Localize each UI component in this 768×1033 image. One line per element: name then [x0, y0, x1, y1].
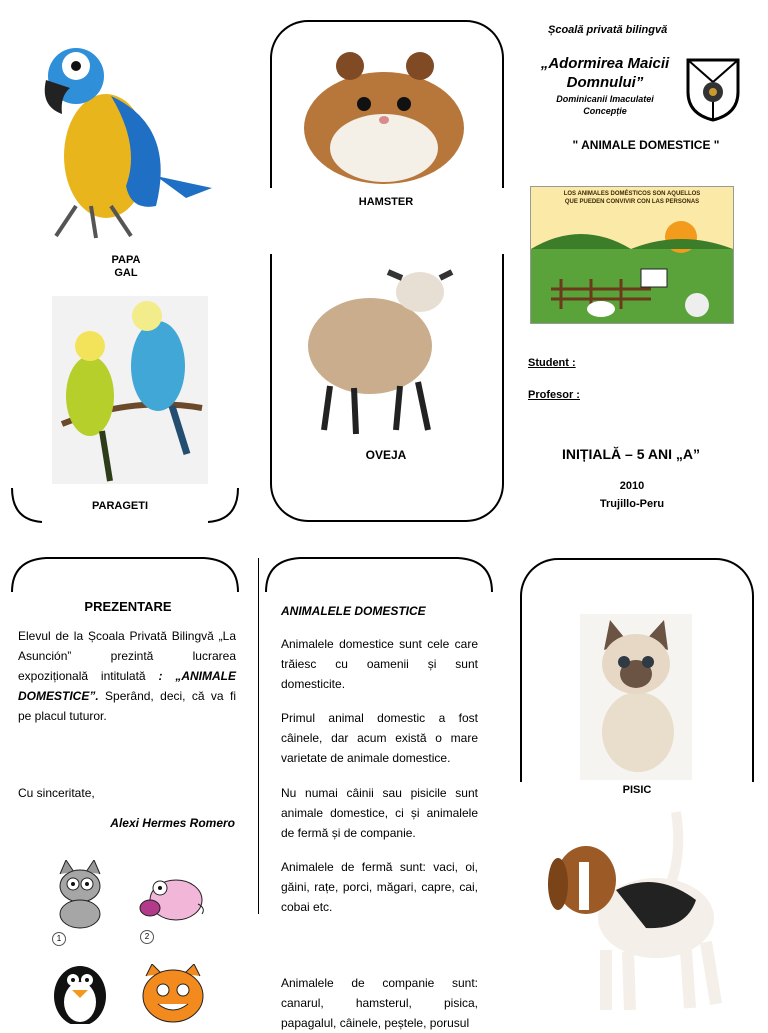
poster-line1: LOS ANIMALES DOMÉSTICOS SON AQUELLOS — [563, 191, 701, 197]
cartoon-orange-cat-icon — [138, 964, 208, 1024]
year-label: 2010 — [619, 480, 645, 492]
article-paragraph-5: Animalele de companie sunt: canarul, hamsterul, pisica, papagalul, câinele, peștele, porusul — [281, 976, 478, 1030]
parrot-caption: PAPA GAL — [111, 254, 141, 279]
school-name: „Adormirea Maicii Domnului” — [540, 55, 670, 91]
sheep-image — [300, 258, 468, 438]
kitten-image — [580, 614, 692, 780]
cartoon-penguin-icon — [46, 956, 114, 1024]
kitten-caption: PISIC — [622, 784, 652, 796]
school-shield-logo — [686, 58, 740, 122]
school-label: Școală privată bilingvă — [548, 24, 668, 36]
article-heading: ANIMALELE DOMESTICE — [281, 604, 426, 618]
intro-text-emph: : „ANIMALE DOMESTICE”. — [18, 669, 236, 703]
cartoon-pig-icon — [138, 874, 206, 928]
farm-poster-image — [530, 186, 734, 324]
beagle-image — [546, 810, 722, 1014]
hamster-image — [292, 36, 472, 188]
budgies-caption: PARAGETI — [91, 500, 149, 512]
intro-text-before: Elevul de la Școala Privată Bilingvă „La Asunción” prezintă lucrarea expozițională intitulată — [18, 629, 236, 683]
badge-1: 1 — [52, 932, 66, 946]
article-paragraph-4: Animalele de fermă sunt: vaci, oi, găini, rațe, porci, măgari, capre, cai, cobai etc. — [281, 860, 478, 914]
profesor-label: Profesor : — [528, 389, 580, 401]
parrot-image — [36, 36, 212, 242]
student-label: Student : — [528, 357, 576, 369]
intro-heading: PREZENTARE — [84, 599, 172, 614]
intro-text-after: Sperând, deci, că va fi pe placul tuturor. — [18, 689, 236, 723]
column-divider — [258, 558, 259, 914]
budgies-image — [52, 296, 208, 484]
badge-2: 2 — [140, 930, 154, 944]
place-label: Trujillo-Peru — [599, 498, 665, 510]
intro-closing: Cu sinceritate, — [18, 786, 95, 800]
article-top-bracket — [262, 556, 498, 596]
article-paragraph-2: Primul animal domestic a fost câinele, dar acum există o mare varietate de animale domestice. — [281, 711, 478, 765]
cartoon-cat-icon — [46, 860, 114, 930]
poster-line2: QUE PUEDEN CONVIVIR CON LAS PERSONAS — [564, 199, 700, 205]
article-paragraph-3: Nu numai câinii sau pisicile sunt animale domestice, ci și animalele de fermă și de companie. — [281, 786, 478, 840]
intro-signature: Alexi Hermes Romero — [110, 816, 235, 830]
sheep-caption: OVEJA — [365, 448, 407, 462]
intro-top-bracket — [6, 556, 244, 596]
intro-text — [18, 626, 236, 726]
school-sub2: Concepție — [583, 106, 627, 116]
school-sub1: Dominicanii Imaculatei — [556, 94, 654, 104]
class-label: INIȚIALĂ – 5 ANI „A” — [562, 446, 700, 462]
article-paragraph-1: Animalele domestice sunt cele care trăiesc cu oamenii și sunt domesticite. — [281, 637, 478, 691]
cover-title: " ANIMALE DOMESTICE " — [572, 138, 720, 152]
hamster-caption: HAMSTER — [358, 196, 414, 208]
